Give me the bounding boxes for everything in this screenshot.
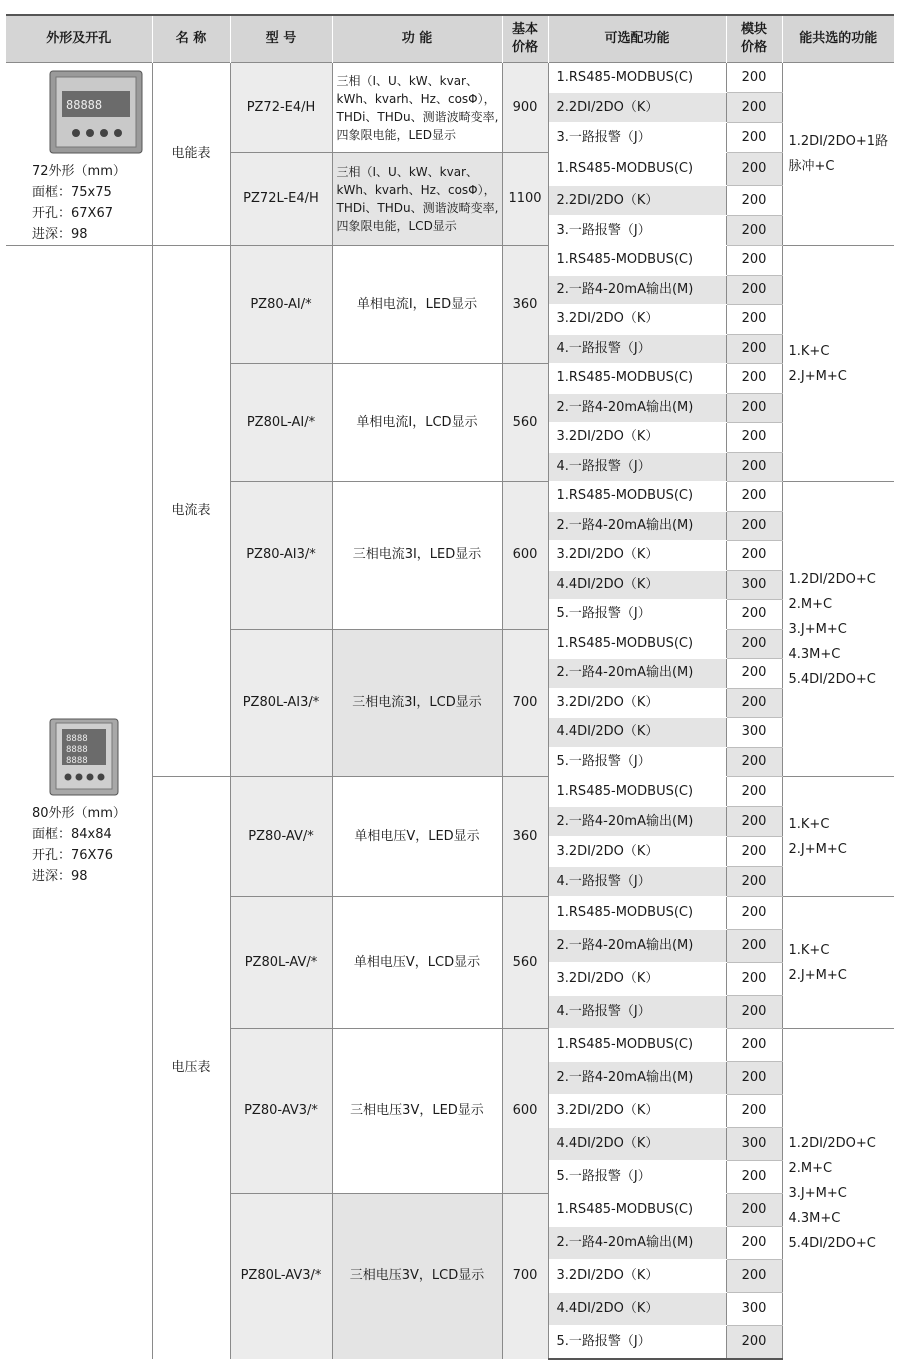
function-line: 三相电压3V，LCD显示 bbox=[349, 1268, 485, 1284]
shape-spec-line: 面框：84x84 bbox=[32, 827, 112, 843]
table-row bbox=[6, 63, 894, 93]
price-table-wrapper bbox=[6, 14, 894, 1360]
module-price-cell: 200 bbox=[726, 777, 782, 807]
combo-line: 5.4DI/2DO+C bbox=[788, 1236, 876, 1252]
option-cell: 1.RS485-MODBUS(C) bbox=[548, 153, 726, 186]
option-cell: 4.4DI/2DO（K） bbox=[548, 718, 726, 748]
option-cell: 1.RS485-MODBUS(C) bbox=[548, 63, 726, 93]
module-price-cell: 200 bbox=[726, 364, 782, 394]
function-line: kWh、kvarh、Hz、cosΦ）， bbox=[336, 183, 496, 197]
module-price-cell: 200 bbox=[726, 867, 782, 897]
combo-line: 1.K+C bbox=[788, 816, 830, 832]
function-cell bbox=[332, 897, 502, 1029]
option-cell: 4.4DI/2DO（K） bbox=[548, 1128, 726, 1161]
combo-line: 2.M+C bbox=[788, 1161, 833, 1177]
function-line: THDi、THDu、测谐波畸变率, bbox=[336, 109, 499, 124]
option-cell: 2.一路4-20mA输出(M) bbox=[548, 807, 726, 837]
function-line: THDi、THDu、测谐波畸变率, bbox=[336, 201, 499, 215]
combo-cell bbox=[782, 63, 894, 246]
model-cell: PZ80L-AV3/* bbox=[230, 1194, 332, 1359]
function-line: 三相（I、U、kW、kvar、 bbox=[336, 165, 478, 179]
combo-line: 5.4DI/2DO+C bbox=[788, 671, 876, 687]
function-line: 单相电流I，LCD显示 bbox=[356, 414, 478, 430]
combo-line: 3.J+M+C bbox=[788, 1186, 847, 1202]
function-line: 三相（I、U、kW、kvar、 bbox=[336, 73, 478, 88]
combo-line: 2.J+M+C bbox=[788, 967, 847, 983]
option-cell: 1.RS485-MODBUS(C) bbox=[548, 482, 726, 512]
combo-line: 2.J+M+C bbox=[788, 841, 847, 857]
combo-line: 2.M+C bbox=[788, 596, 833, 612]
model-cell: PZ80-AV3/* bbox=[230, 1029, 332, 1194]
price-table bbox=[6, 14, 894, 1360]
base-price-cell: 1100 bbox=[502, 153, 548, 246]
base-price-cell: 560 bbox=[502, 364, 548, 482]
module-price-cell: 200 bbox=[726, 1227, 782, 1260]
module-price-cell: 200 bbox=[726, 305, 782, 335]
model-cell: PZ80L-AI3/* bbox=[230, 629, 332, 777]
header-module-price: 模块 价格 bbox=[726, 15, 782, 63]
header-shape: 外形及开孔 bbox=[6, 15, 152, 63]
module-price-cell: 200 bbox=[726, 837, 782, 867]
option-cell: 3.2DI/2DO（K） bbox=[548, 305, 726, 335]
function-cell bbox=[332, 1194, 502, 1359]
header-function: 功 能 bbox=[332, 15, 502, 63]
combo-line: 4.3M+C bbox=[788, 646, 841, 662]
module-price-cell: 200 bbox=[726, 600, 782, 630]
header-base-price: 基本 价格 bbox=[502, 15, 548, 63]
option-cell: 5.一路报警（J） bbox=[548, 1161, 726, 1194]
option-cell: 2.一路4-20mA输出(M) bbox=[548, 930, 726, 963]
header-options: 可选配功能 bbox=[548, 15, 726, 63]
combo-line: 1.2DI/2DO+1路 bbox=[788, 134, 889, 149]
model-cell: PZ80-AV/* bbox=[230, 777, 332, 897]
model-cell: PZ72L-E4/H bbox=[230, 153, 332, 246]
combo-line: 3.J+M+C bbox=[788, 621, 847, 637]
shape-cell bbox=[6, 246, 152, 1359]
combo-line: 1.2DI/2DO+C bbox=[788, 571, 876, 587]
function-line: 三相电压3V，LED显示 bbox=[350, 1103, 484, 1118]
option-cell: 5.一路报警（J） bbox=[548, 600, 726, 630]
option-cell: 4.4DI/2DO（K） bbox=[548, 570, 726, 600]
option-cell: 3.一路报警（J） bbox=[548, 216, 726, 246]
option-cell: 4.一路报警（J） bbox=[548, 867, 726, 897]
option-cell: 2.一路4-20mA输出(M) bbox=[548, 275, 726, 305]
meter-80-image bbox=[48, 717, 120, 797]
option-cell: 2.一路4-20mA输出(M) bbox=[548, 1062, 726, 1095]
svg-text:88888: 88888 bbox=[66, 98, 103, 112]
combo-line: 1.2DI/2DO+C bbox=[788, 1136, 876, 1152]
module-price-cell: 200 bbox=[726, 511, 782, 541]
function-line: 三相电流3I，LED显示 bbox=[352, 547, 482, 563]
function-line: kWh、kvarh、Hz、cosΦ）， bbox=[336, 91, 496, 106]
function-line: 四象限电能，LED显示 bbox=[336, 127, 457, 142]
shape-spec-line: 72外形（mm） bbox=[32, 164, 126, 179]
option-cell: 3.一路报警（J） bbox=[548, 123, 726, 153]
table-row bbox=[6, 246, 894, 276]
function-cell bbox=[332, 246, 502, 364]
module-price-cell: 200 bbox=[726, 123, 782, 153]
function-line: 单相电压V，LED显示 bbox=[354, 828, 480, 844]
function-line: 单相电压V，LCD显示 bbox=[353, 954, 481, 970]
model-cell: PZ80L-AV/* bbox=[230, 897, 332, 1029]
module-price-cell: 200 bbox=[726, 659, 782, 689]
header-model: 型 号 bbox=[230, 15, 332, 63]
option-cell: 3.2DI/2DO（K） bbox=[548, 541, 726, 571]
module-price-cell: 200 bbox=[726, 334, 782, 364]
module-price-cell: 200 bbox=[726, 423, 782, 453]
base-price-cell: 700 bbox=[502, 1194, 548, 1359]
function-cell bbox=[332, 364, 502, 482]
combo-cell bbox=[782, 482, 894, 777]
header-combo: 能共选的功能 bbox=[782, 15, 894, 63]
module-price-cell: 200 bbox=[726, 1194, 782, 1227]
function-cell bbox=[332, 153, 502, 246]
module-price-cell: 200 bbox=[726, 275, 782, 305]
shape-spec-line: 面框：75x75 bbox=[32, 185, 112, 200]
option-cell: 1.RS485-MODBUS(C) bbox=[548, 364, 726, 394]
table-header-row bbox=[6, 15, 894, 63]
module-price-cell: 200 bbox=[726, 1029, 782, 1062]
function-cell bbox=[332, 777, 502, 897]
option-cell: 1.RS485-MODBUS(C) bbox=[548, 1194, 726, 1227]
category-name: 电流表 bbox=[152, 246, 230, 777]
module-price-cell: 200 bbox=[726, 63, 782, 93]
shape-spec-text bbox=[32, 803, 150, 887]
shape-spec-line: 80外形（mm） bbox=[32, 806, 126, 822]
module-price-cell: 200 bbox=[726, 482, 782, 512]
category-name: 电压表 bbox=[152, 777, 230, 1359]
combo-line: 2.J+M+C bbox=[788, 368, 847, 384]
function-cell bbox=[332, 63, 502, 153]
shape-spec-line: 进深：98 bbox=[32, 227, 88, 242]
module-price-cell: 200 bbox=[726, 93, 782, 123]
option-cell: 4.一路报警（J） bbox=[548, 452, 726, 482]
option-cell: 3.2DI/2DO（K） bbox=[548, 423, 726, 453]
module-price-cell: 200 bbox=[726, 1095, 782, 1128]
model-cell: PZ72-E4/H bbox=[230, 63, 332, 153]
module-price-cell: 200 bbox=[726, 452, 782, 482]
option-cell: 1.RS485-MODBUS(C) bbox=[548, 777, 726, 807]
option-cell: 2.2DI/2DO（K） bbox=[548, 186, 726, 216]
function-line: 三相电流3I，LCD显示 bbox=[352, 694, 482, 710]
table-body bbox=[6, 63, 894, 1359]
module-price-cell: 200 bbox=[726, 688, 782, 718]
combo-line: 脉冲+C bbox=[788, 159, 835, 174]
module-price-cell: 200 bbox=[726, 1326, 782, 1359]
combo-cell bbox=[782, 246, 894, 482]
option-cell: 2.一路4-20mA输出(M) bbox=[548, 393, 726, 423]
module-price-cell: 200 bbox=[726, 1161, 782, 1194]
meter-72-image bbox=[48, 69, 144, 155]
module-price-cell: 200 bbox=[726, 393, 782, 423]
option-cell: 4.一路报警（J） bbox=[548, 334, 726, 364]
option-cell: 3.2DI/2DO（K） bbox=[548, 963, 726, 996]
option-cell: 1.RS485-MODBUS(C) bbox=[548, 1029, 726, 1062]
option-cell: 5.一路报警（J） bbox=[548, 1326, 726, 1359]
module-price-cell: 200 bbox=[726, 930, 782, 963]
combo-cell bbox=[782, 1029, 894, 1359]
base-price-cell: 600 bbox=[502, 1029, 548, 1194]
base-price-cell: 360 bbox=[502, 777, 548, 897]
shape-cell bbox=[6, 63, 152, 246]
function-cell bbox=[332, 1029, 502, 1194]
option-cell: 3.2DI/2DO（K） bbox=[548, 1260, 726, 1293]
module-price-cell: 300 bbox=[726, 1128, 782, 1161]
module-price-cell: 200 bbox=[726, 963, 782, 996]
option-cell: 2.2DI/2DO（K） bbox=[548, 93, 726, 123]
function-line: 单相电流I，LED显示 bbox=[356, 296, 478, 312]
module-price-cell: 200 bbox=[726, 996, 782, 1029]
option-cell: 1.RS485-MODBUS(C) bbox=[548, 246, 726, 276]
module-price-cell: 200 bbox=[726, 153, 782, 186]
module-price-cell: 300 bbox=[726, 570, 782, 600]
module-price-cell: 200 bbox=[726, 747, 782, 777]
option-cell: 5.一路报警（J） bbox=[548, 747, 726, 777]
module-price-cell: 300 bbox=[726, 1293, 782, 1326]
base-price-cell: 560 bbox=[502, 897, 548, 1029]
option-cell: 3.2DI/2DO（K） bbox=[548, 688, 726, 718]
combo-line: 4.3M+C bbox=[788, 1211, 841, 1227]
base-price-cell: 600 bbox=[502, 482, 548, 630]
model-cell: PZ80L-AI/* bbox=[230, 364, 332, 482]
shape-spec-line: 开孔：67X67 bbox=[32, 206, 113, 221]
shape-spec-line: 进深：98 bbox=[32, 869, 88, 885]
option-cell: 4.4DI/2DO（K） bbox=[548, 1293, 726, 1326]
module-price-cell: 200 bbox=[726, 1260, 782, 1293]
function-cell bbox=[332, 629, 502, 777]
module-price-cell: 200 bbox=[726, 629, 782, 659]
combo-line: 1.K+C bbox=[788, 343, 830, 359]
module-price-cell: 300 bbox=[726, 718, 782, 748]
svg-text:8888: 8888 bbox=[66, 734, 88, 745]
option-cell: 3.2DI/2DO（K） bbox=[548, 1095, 726, 1128]
option-cell: 2.一路4-20mA输出(M) bbox=[548, 511, 726, 541]
model-cell: PZ80-AI/* bbox=[230, 246, 332, 364]
shape-spec-line: 开孔：76X76 bbox=[32, 848, 113, 864]
combo-cell bbox=[782, 897, 894, 1029]
module-price-cell: 200 bbox=[726, 1062, 782, 1095]
module-price-cell: 200 bbox=[726, 807, 782, 837]
svg-text:8888: 8888 bbox=[66, 745, 88, 756]
module-price-cell: 200 bbox=[726, 541, 782, 571]
combo-cell bbox=[782, 777, 894, 897]
option-cell: 3.2DI/2DO（K） bbox=[548, 837, 726, 867]
function-line: 四象限电能，LCD显示 bbox=[336, 219, 457, 233]
module-price-cell: 200 bbox=[726, 216, 782, 246]
module-price-cell: 200 bbox=[726, 897, 782, 930]
option-cell: 1.RS485-MODBUS(C) bbox=[548, 629, 726, 659]
category-name: 电能表 bbox=[152, 63, 230, 246]
shape-spec-text bbox=[32, 161, 150, 245]
option-cell: 4.一路报警（J） bbox=[548, 996, 726, 1029]
function-cell bbox=[332, 482, 502, 630]
option-cell: 1.RS485-MODBUS(C) bbox=[548, 897, 726, 930]
module-price-cell: 200 bbox=[726, 186, 782, 216]
option-cell: 2.一路4-20mA输出(M) bbox=[548, 659, 726, 689]
module-price-cell: 200 bbox=[726, 246, 782, 276]
svg-text:8888: 8888 bbox=[66, 756, 88, 767]
base-price-cell: 360 bbox=[502, 246, 548, 364]
model-cell: PZ80-AI3/* bbox=[230, 482, 332, 630]
header-name: 名 称 bbox=[152, 15, 230, 63]
option-cell: 2.一路4-20mA输出(M) bbox=[548, 1227, 726, 1260]
base-price-cell: 700 bbox=[502, 629, 548, 777]
base-price-cell: 900 bbox=[502, 63, 548, 153]
combo-line: 1.K+C bbox=[788, 942, 830, 958]
